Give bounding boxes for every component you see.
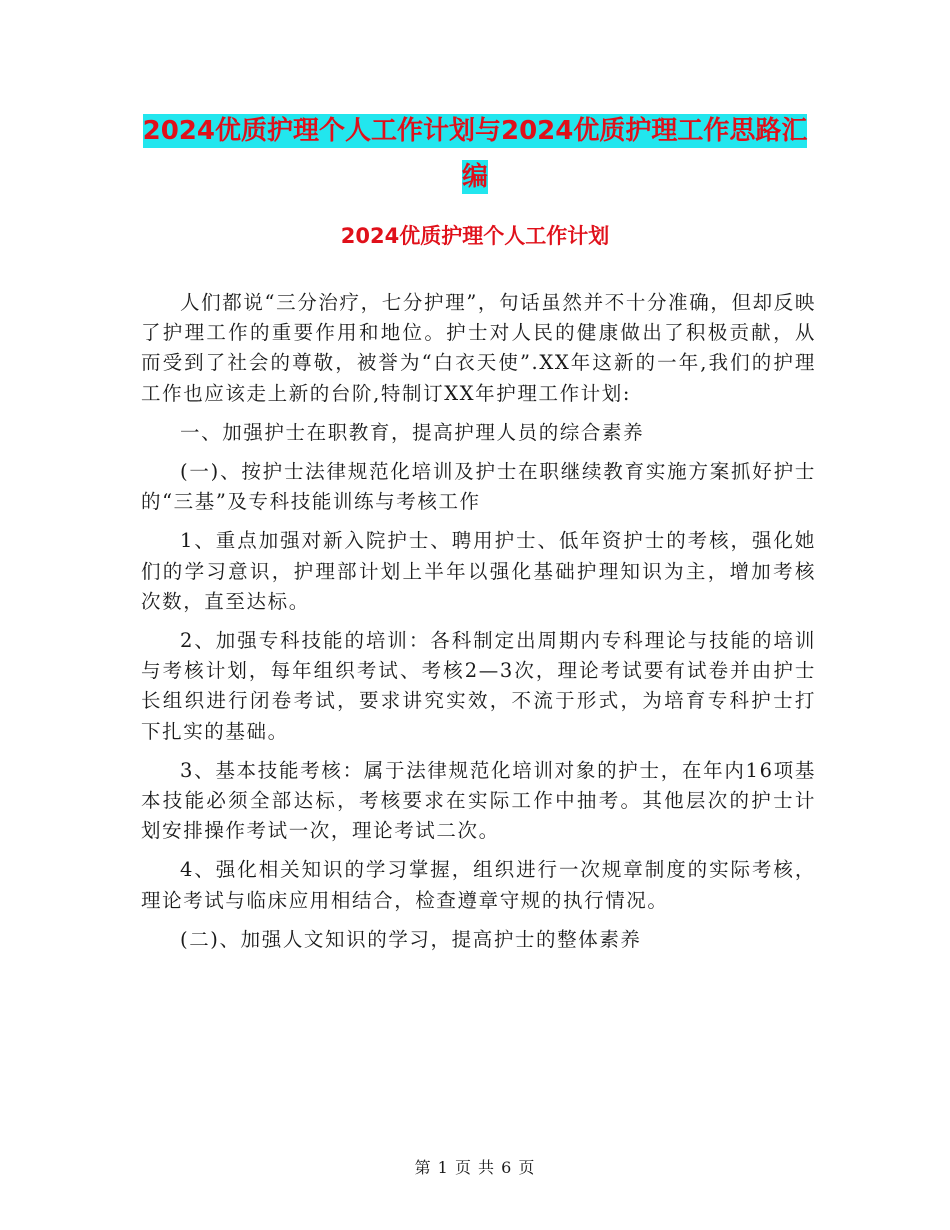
paragraph: 一、加强护士在职教育，提高护理人员的综合素养: [180, 420, 645, 444]
paragraph: 2、加强专科技能的培训：各科制定出周期内专科理论与技能的培训与考核计划，每年组织考试、考核2—3次，理论考试要有试卷并由护士长组织进行闭卷考试，要求讲究实效，不流于形式，为培育专科护士打下扎实的基础。: [141, 629, 816, 743]
page-footer: 第 1 页 共 6 页: [414, 1158, 536, 1177]
paragraph: 4、强化相关知识的学习掌握，组织进行一次规章制度的实际考核，理论考试与临床应用相结合，检查遵章守规的执行情况。: [141, 858, 816, 912]
document-body: [141, 288, 816, 964]
paragraph: 3、基本技能考核：属于法律规范化培训对象的护士，在年内16项基本技能必须全部达标，考核要求在实际工作中抽考。其他层次的护士计划安排操作考试一次，理论考试二次。: [141, 758, 816, 843]
paragraph: (一)、按护士法律规范化培训及护士在职继续教育实施方案抓好护士的“三基”及专科技能训练与考核工作: [141, 460, 816, 514]
paragraph: 1、重点加强对新入院护士、聘用护士、低年资护士的考核，强化她们的学习意识，护理部计划上半年以强化基础护理知识为主，增加考核次数，直至达标。: [141, 529, 816, 613]
document-title: [140, 108, 810, 200]
paragraph: 人们都说“三分治疗，七分护理”，句话虽然并不十分准确，但却反映了护理工作的重要作用和地位。护士对人民的健康做出了积极贡献，从而受到了社会的尊敬，被誉为“白衣天使”.XX年这新的一年,我们的护理工作也应该走上新的台阶,特制订XX年护理工作计划:: [141, 291, 816, 405]
paragraph: (二)、加强人文知识的学习，提高护士的整体素养: [180, 927, 642, 951]
document-title-text: 2024优质护理个人工作计划与2024优质护理工作思路汇编: [142, 116, 808, 192]
section-title: 2024优质护理个人工作计划: [340, 224, 610, 248]
